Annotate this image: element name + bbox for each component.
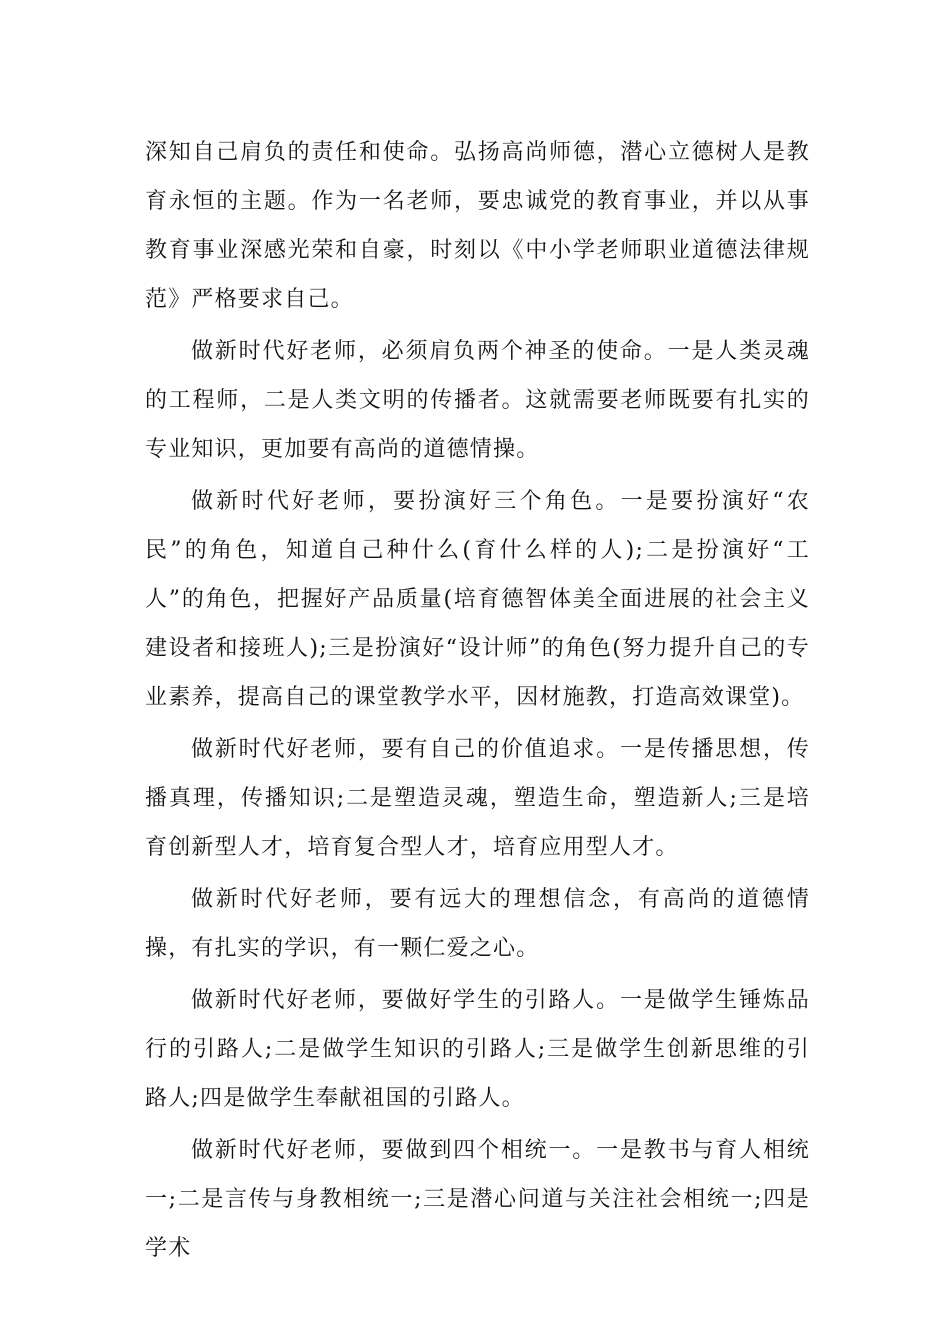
paragraph-two-missions: 做新时代好老师，必须肩负两个神圣的使命。一是人类灵魂的工程师，二是人类文明的传播者。这就需要老师既要有扎实的专业知识，更加要有高尚的道德情操。 bbox=[145, 339, 810, 462]
paragraph-value-pursuit: 做新时代好老师，要有自己的价值追求。一是传播思想，传播真理，传播知识;二是塑造灵魂，塑造生命，塑造新人;三是培育创新型人才，培育复合型人才，培育应用型人才。 bbox=[145, 737, 810, 860]
paragraph-four-unities: 做新时代好老师，要做到四个相统一。一是教书与育人相统一;二是言传与身教相统一;三是潜心问道与关注社会相统一;四是学术 bbox=[145, 1138, 810, 1261]
document-body bbox=[145, 128, 810, 1273]
paragraph-guide: 做新时代好老师，要做好学生的引路人。一是做学生锤炼品行的引路人;二是做学生知识的引路人;三是做学生创新思维的引路人;四是做学生奉献祖国的引路人。 bbox=[145, 988, 810, 1111]
paragraph-intro-continuation: 深知自己肩负的责任和使命。弘扬高尚师德，潜心立德树人是教育永恒的主题。作为一名老师，要忠诚党的教育事业，并以从事教育事业深感光荣和自豪，时刻以《中小学老师职业道德法律规范》严格要求自己。 bbox=[145, 140, 810, 312]
paragraph-ideals: 做新时代好老师，要有远大的理想信念，有高尚的道德情操，有扎实的学识，有一颗仁爱之心。 bbox=[145, 887, 810, 961]
paragraph-three-roles: 做新时代好老师，要扮演好三个角色。一是要扮演好“农民”的角色，知道自己种什么(育什么样的人);二是扮演好“工人”的角色，把握好产品质量(培育德智体美全面进展的社会主义建设者和接班人);三是扮演好“设计师”的角色(努力提升自己的专业素养，提高自己的课堂教学水平，因材施教，打造高效课堂)。 bbox=[145, 489, 810, 710]
